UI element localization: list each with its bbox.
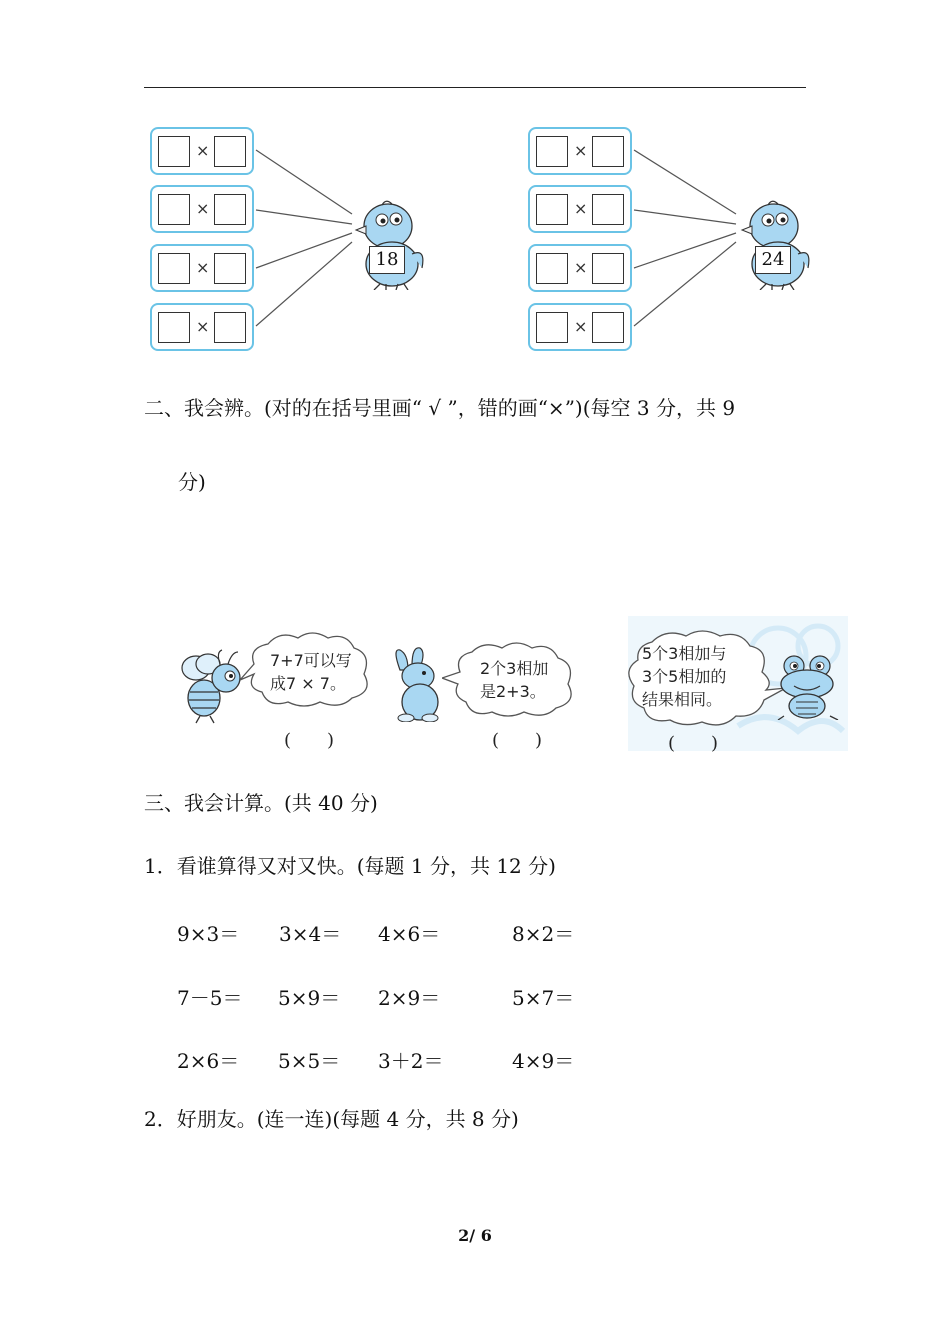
answer-box[interactable] xyxy=(214,312,246,343)
section2-heading: 二、我会辨。(对的在括号里画“ √ ”，错的画“×”)(每空 3 分，共 9 xyxy=(144,396,736,420)
answer-box[interactable] xyxy=(536,253,568,284)
answer-box[interactable] xyxy=(536,312,568,343)
times-sign: × xyxy=(196,199,210,218)
bubble-line: 2个3相加 xyxy=(480,659,549,678)
section2-heading-cont: 分) xyxy=(178,470,206,494)
frog-icon xyxy=(774,652,844,720)
answer-box[interactable] xyxy=(592,136,624,167)
answer-box[interactable] xyxy=(214,194,246,225)
page-number: 2/ 6 xyxy=(458,1226,492,1245)
target-number: 18 xyxy=(369,246,405,274)
rabbit-icon xyxy=(390,646,448,722)
calc-item[interactable]: 4×6＝ xyxy=(378,922,441,946)
section3-heading: 三、我会计算。(共 40 分) xyxy=(144,791,378,815)
calc-item[interactable]: 2×9＝ xyxy=(378,986,441,1010)
factor-pill xyxy=(150,303,254,351)
answer-box[interactable] xyxy=(214,253,246,284)
calc-item[interactable]: 3＋2＝ xyxy=(378,1049,444,1073)
bubble-text xyxy=(642,642,726,711)
calc-item[interactable]: 3×4＝ xyxy=(279,922,342,946)
calc-item[interactable]: 4×9＝ xyxy=(512,1049,575,1073)
answer-parens[interactable]: ( ) xyxy=(492,730,543,751)
answer-box[interactable] xyxy=(592,312,624,343)
match-group-1 xyxy=(0,0,950,360)
bird-icon xyxy=(352,196,428,290)
answer-box[interactable] xyxy=(158,253,190,284)
times-sign: × xyxy=(196,141,210,160)
times-sign: × xyxy=(574,258,588,277)
target-number: 24 xyxy=(755,246,791,274)
q2-heading: 2．好朋友。(连一连)(每题 4 分，共 8 分) xyxy=(144,1107,519,1131)
bubble-line: 是2+3。 xyxy=(480,682,546,701)
factor-pill xyxy=(150,127,254,175)
factor-pill xyxy=(528,303,632,351)
q1-heading: 1．看谁算得又对又快。(每题 1 分，共 12 分) xyxy=(144,854,556,878)
answer-parens[interactable]: ( ) xyxy=(668,733,719,754)
times-sign: × xyxy=(196,258,210,277)
bubble-line: 5个3相加与 xyxy=(642,644,727,663)
bubble-line: 成7 × 7。 xyxy=(270,674,346,693)
calc-item[interactable]: 2×6＝ xyxy=(177,1049,240,1073)
bubble-line: 7+7可以写 xyxy=(270,651,352,670)
answer-box[interactable] xyxy=(158,312,190,343)
bee-icon xyxy=(178,648,248,724)
answer-box[interactable] xyxy=(592,253,624,284)
factor-pill xyxy=(528,185,632,233)
times-sign: × xyxy=(574,199,588,218)
answer-box[interactable] xyxy=(536,194,568,225)
factor-pill xyxy=(150,244,254,292)
answer-box[interactable] xyxy=(158,194,190,225)
connector-lines xyxy=(0,0,950,360)
answer-box[interactable] xyxy=(592,194,624,225)
factor-pill xyxy=(528,127,632,175)
calc-item[interactable]: 9×3＝ xyxy=(177,922,240,946)
calc-item[interactable]: 7－5＝ xyxy=(177,986,243,1010)
factor-pill xyxy=(528,244,632,292)
bubble-line: 3个5相加的 xyxy=(642,667,727,686)
answer-box[interactable] xyxy=(536,136,568,167)
bubble-line: 结果相同。 xyxy=(642,690,723,709)
times-sign: × xyxy=(574,141,588,160)
bubble-text xyxy=(480,657,548,703)
answer-box[interactable] xyxy=(158,136,190,167)
calc-item[interactable]: 5×9＝ xyxy=(278,986,341,1010)
calc-item[interactable]: 8×2＝ xyxy=(512,922,575,946)
factor-pill xyxy=(150,185,254,233)
bubble-text xyxy=(270,649,352,695)
answer-box[interactable] xyxy=(214,136,246,167)
calc-item[interactable]: 5×5＝ xyxy=(278,1049,341,1073)
bird-icon xyxy=(738,196,814,290)
calc-item[interactable]: 5×7＝ xyxy=(512,986,575,1010)
times-sign: × xyxy=(574,317,588,336)
answer-parens[interactable]: ( ) xyxy=(284,730,335,751)
times-sign: × xyxy=(196,317,210,336)
